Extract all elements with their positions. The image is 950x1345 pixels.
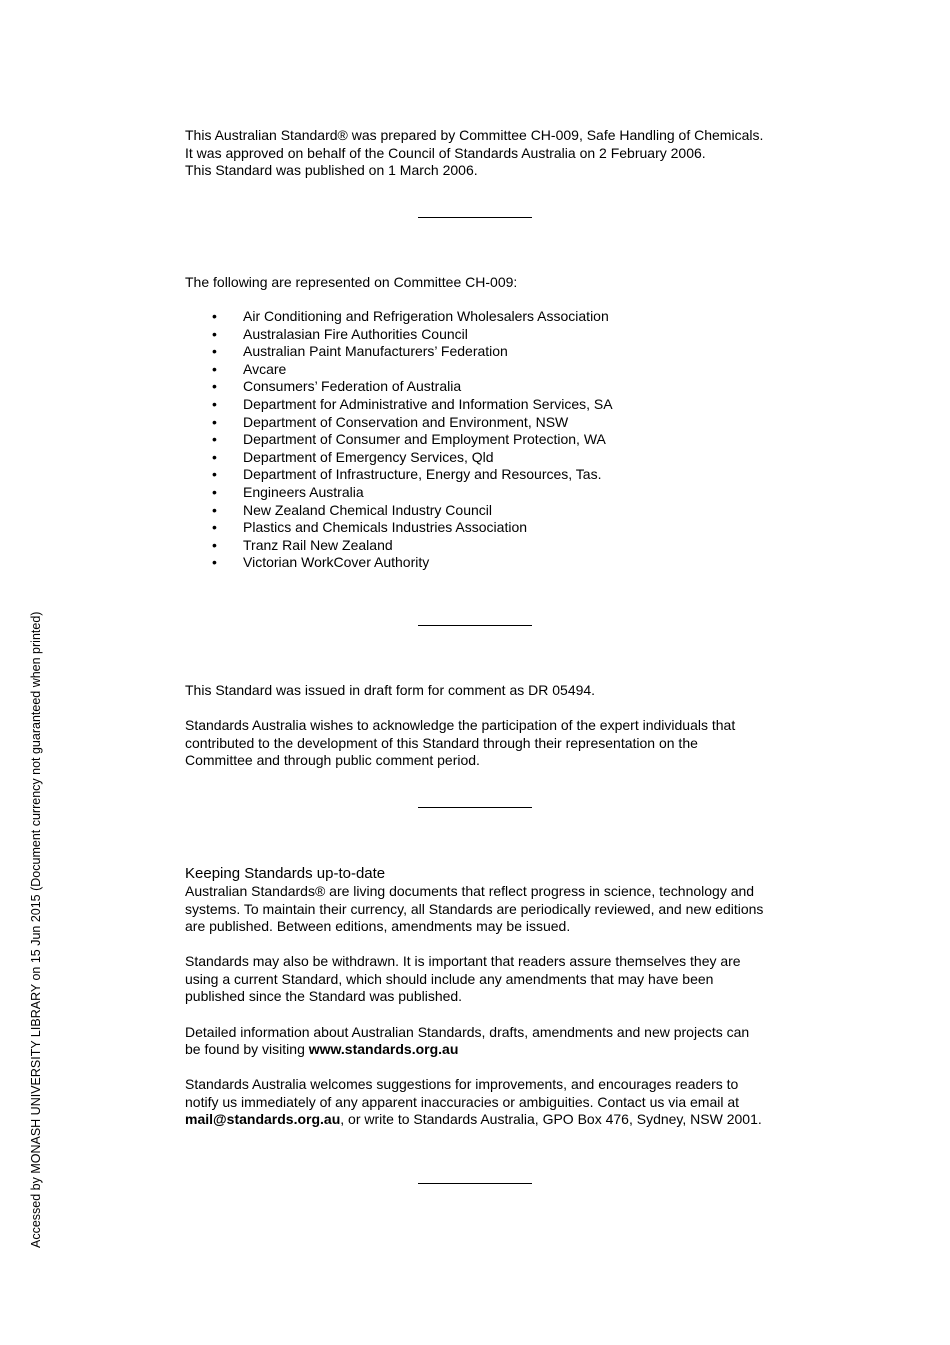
- publication-line: This Standard was published on 1 March 2006.: [185, 162, 478, 179]
- bullet-icon: •: [212, 536, 217, 553]
- paragraph-line: published since the Standard was published.: [185, 988, 463, 1005]
- bullet-icon: •: [212, 395, 217, 412]
- paragraph-line: Standards may also be withdrawn. It is important that readers assure themselves they are: [185, 953, 741, 970]
- paragraph-line: Australian Standards® are living documents that reflect progress in science, technology and: [185, 883, 755, 899]
- paragraph-line: using a current Standard, which should include any amendments that may have been: [185, 970, 714, 987]
- bullet-icon: •: [212, 466, 217, 483]
- list-item: • Department for Administrative and Information Services, SA: [212, 395, 613, 412]
- list-item: • New Zealand Chemical Industry Council: [212, 501, 492, 518]
- list-item: • Australian Paint Manufacturers’ Federation: [212, 343, 508, 360]
- section-divider: [418, 625, 532, 626]
- list-item: • Avcare: [212, 360, 287, 377]
- bullet-icon: •: [212, 501, 217, 518]
- list-item: • Plastics and Chemicals Industries Association: [212, 519, 528, 536]
- email-link[interactable]: mail@standards.org.au: [185, 1111, 341, 1128]
- section-heading: Keeping Standards up-to-date: [185, 865, 386, 882]
- paragraph-text: , or write to Standards Australia, GPO Box 476, Sydney, NSW 2001.: [340, 1111, 762, 1128]
- bullet-icon: •: [212, 378, 217, 395]
- acknowledgement-line: Standards Australia wishes to acknowledge the participation of the expert individuals that: [185, 717, 736, 734]
- section-divider: [418, 217, 532, 218]
- preparation-statement: [185, 127, 775, 180]
- bullet-icon: •: [212, 325, 217, 342]
- committee-member-list: [185, 308, 785, 572]
- list-item: • Department of Emergency Services, Qld: [212, 448, 494, 465]
- list-item: • Consumers’ Federation of Australia: [212, 378, 462, 395]
- bullet-icon: •: [212, 554, 217, 571]
- paragraph-text: be found by visiting: [185, 1041, 309, 1058]
- list-item: • Department of Consumer and Employment Protection, WA: [212, 431, 606, 448]
- access-watermark: Accessed by MONASH UNIVERSITY LIBRARY on 15 Jun 2015 (Document currency not guaranteed when printed): [29, 611, 43, 1248]
- paragraph-line: Detailed information about Australian Standards, drafts, amendments and new projects can: [185, 1023, 750, 1040]
- draft-section: [185, 682, 775, 770]
- paragraph-line: Standards Australia welcomes suggestions for improvements, and encourages readers to: [185, 1076, 739, 1093]
- paragraph-line: are published. Between editions, amendments may be issued.: [185, 918, 571, 935]
- list-item: • Engineers Australia: [212, 483, 364, 500]
- acknowledgement-line: contributed to the development of this Standard through their representation on the: [185, 734, 698, 751]
- acknowledgement-line: Committee and through public comment period.: [185, 752, 480, 769]
- approval-line: It was approved on behalf of the Council of Standards Australia on 2 February 2006.: [185, 144, 706, 161]
- bullet-icon: •: [212, 343, 217, 360]
- paragraph-line: [185, 1111, 775, 1129]
- list-item: • Australasian Fire Authorities Council: [212, 325, 468, 342]
- paragraph-line: notify us immediately of any apparent inaccuracies or ambiguities. Contact us via email at: [185, 1093, 740, 1110]
- bullet-icon: •: [212, 413, 217, 430]
- list-item: • Victorian WorkCover Authority: [212, 554, 430, 571]
- bullet-icon: •: [212, 519, 217, 536]
- list-item: • Department of Conservation and Environment, NSW: [212, 413, 569, 430]
- bullet-icon: •: [212, 431, 217, 448]
- bullet-icon: •: [212, 483, 217, 500]
- list-item: • Department of Infrastructure, Energy and Resources, Tas.: [212, 466, 602, 483]
- list-item: • Tranz Rail New Zealand: [212, 536, 393, 553]
- paragraph-line: [185, 1041, 775, 1059]
- paragraph-line: systems. To maintain their currency, all Standards are periodically reviewed, and new editions: [185, 900, 764, 917]
- bullet-icon: •: [212, 448, 217, 465]
- website-link[interactable]: www.standards.org.au: [308, 1041, 459, 1058]
- section-divider: [418, 807, 532, 808]
- draft-issued-text: This Standard was issued in draft form for comment as DR 05494.: [185, 682, 596, 698]
- keeping-standards-section: [185, 883, 775, 1129]
- committee-intro: [185, 274, 775, 292]
- preparation-line: This Australian Standard® was prepared by Committee CH-009, Safe Handling of Chemicals.: [185, 127, 764, 143]
- bullet-icon: •: [212, 308, 217, 324]
- list-item: • Air Conditioning and Refrigeration Wholesalers Association: [212, 308, 609, 324]
- bullet-icon: •: [212, 360, 217, 377]
- section-divider: [418, 1183, 532, 1184]
- committee-intro-text: The following are represented on Committee CH-009:: [185, 274, 518, 290]
